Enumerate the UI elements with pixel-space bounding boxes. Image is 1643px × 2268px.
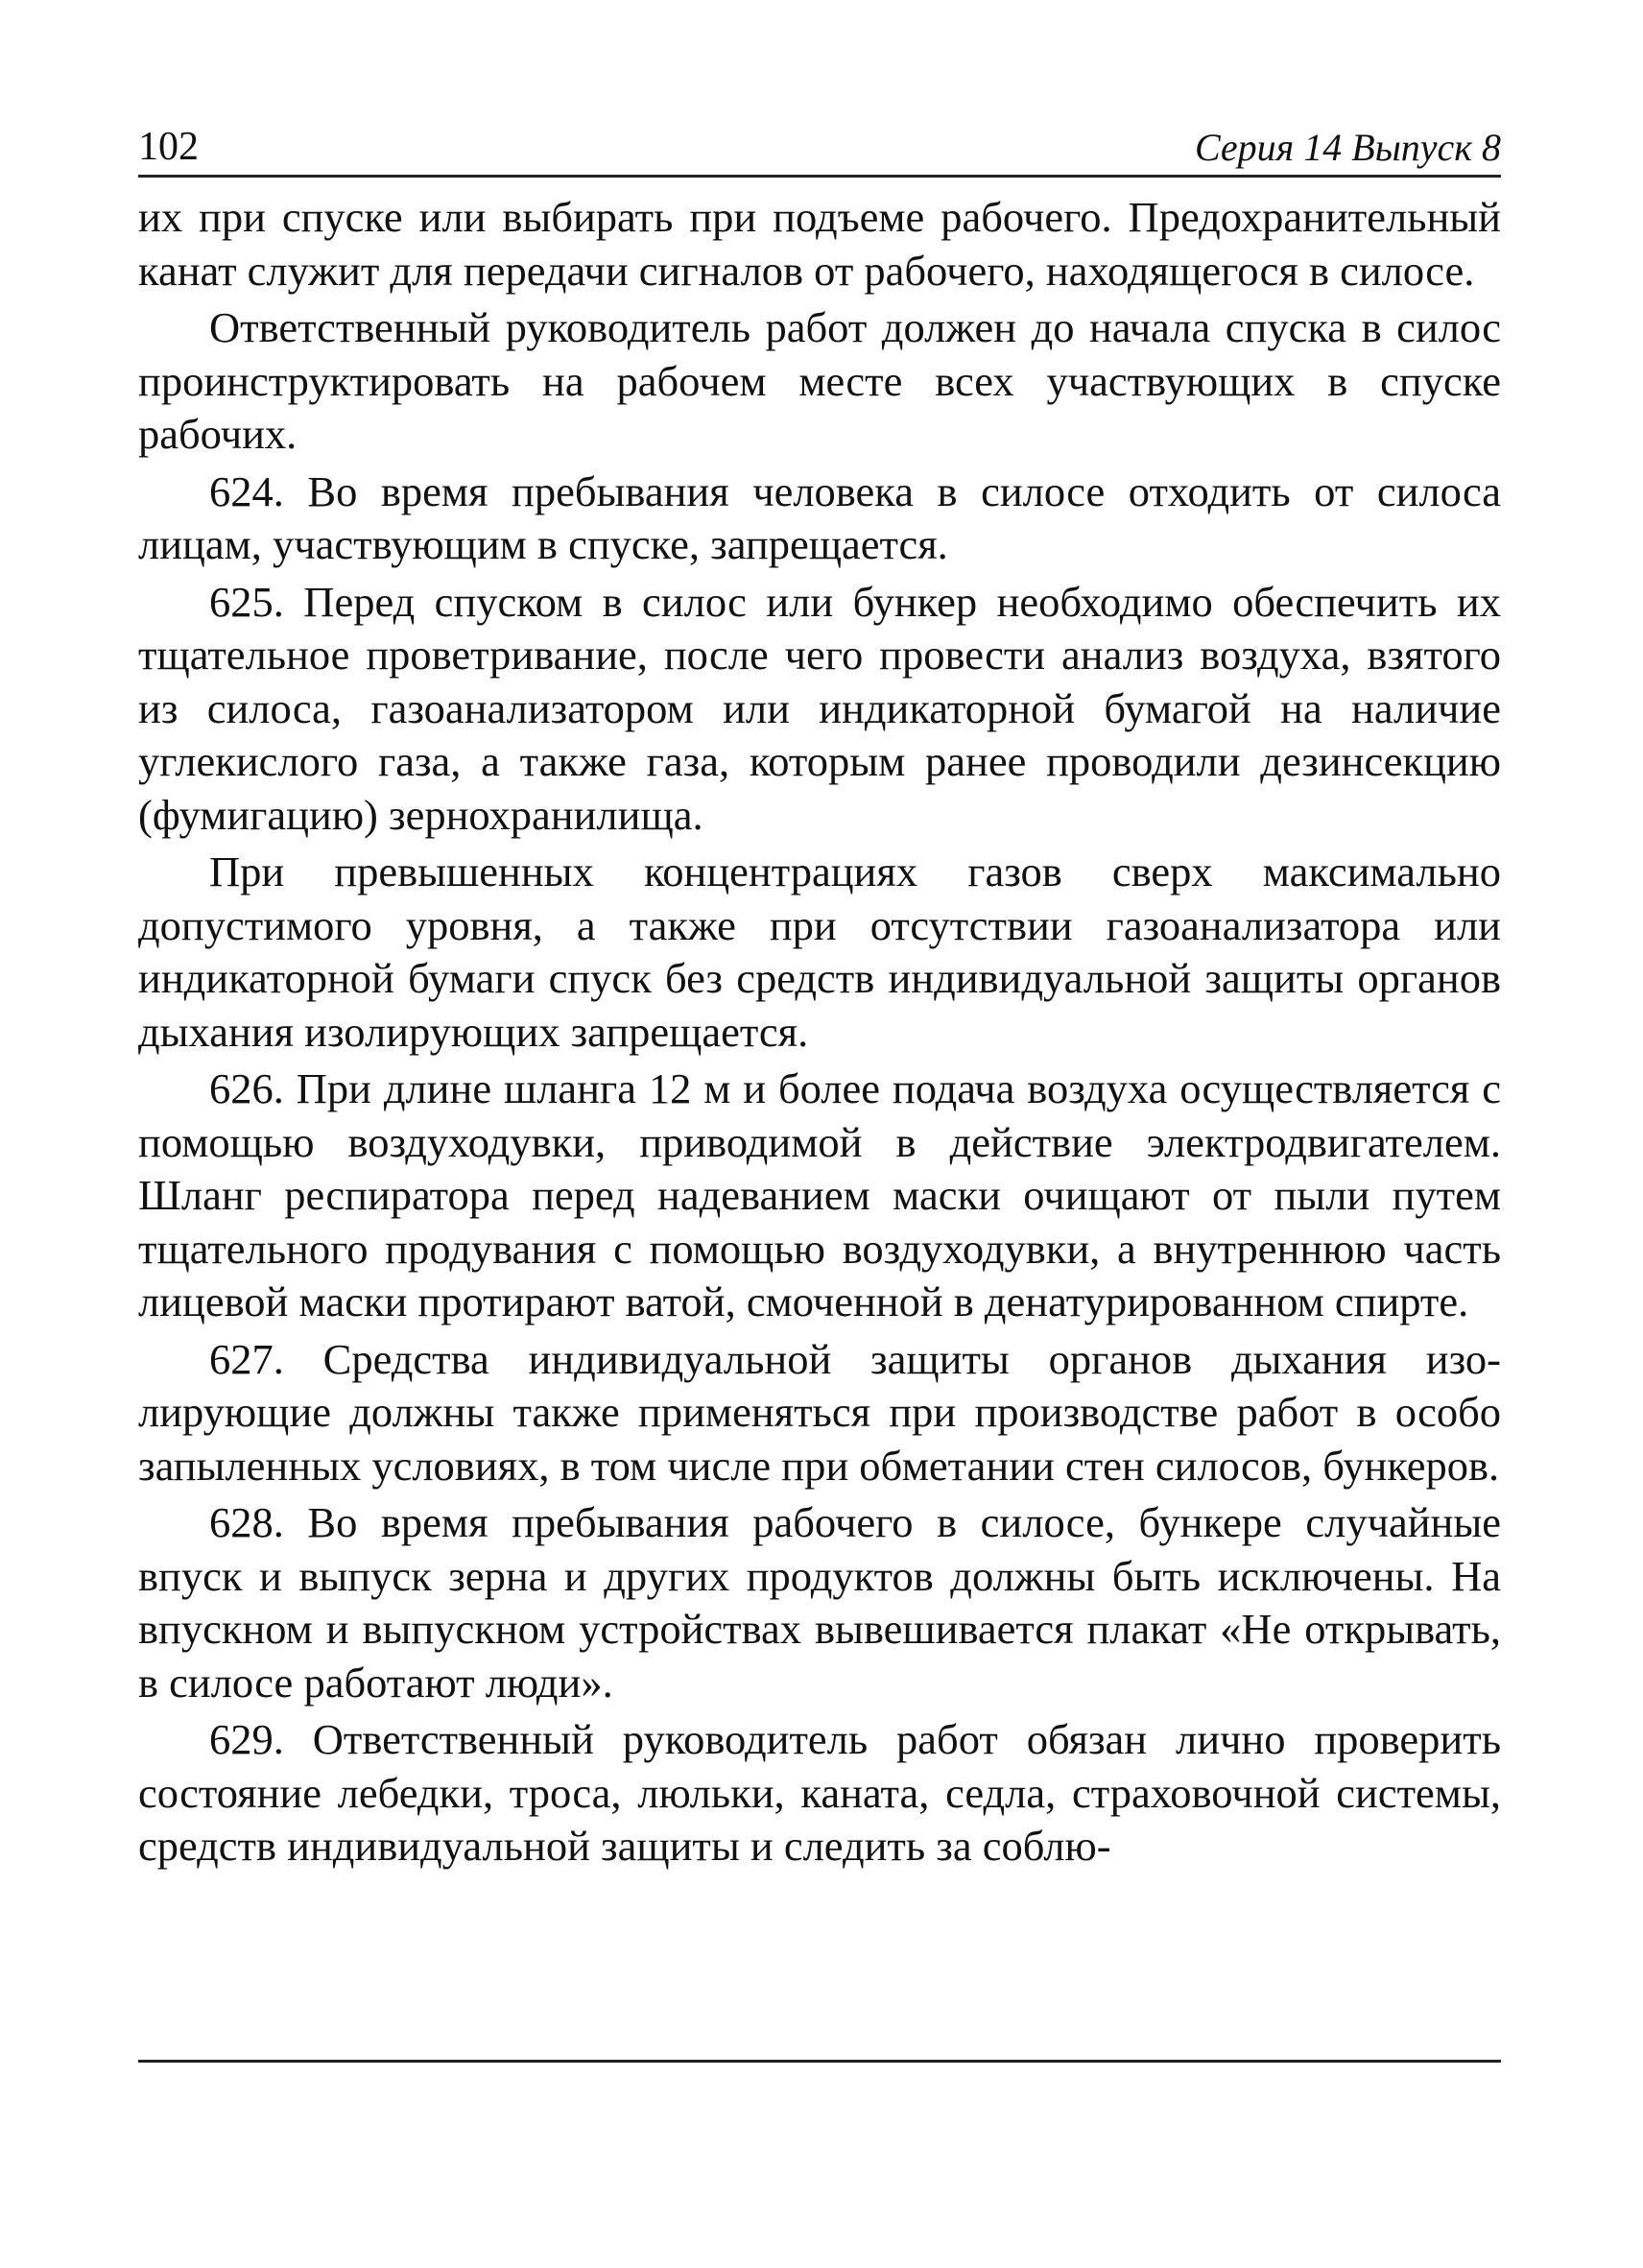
footer-rule xyxy=(138,2060,1501,2063)
page-number: 102 xyxy=(138,125,199,169)
paragraph-628: 628. Во время пребывания рабочего в силосе, бункере случайные впуск и выпуск зерна и других продуктов должны быть исключены. На впускном и выпускном устройствах вывешивается плакат «Не открывать, в силосе работают люди». xyxy=(138,1498,1501,1707)
paragraph: При превышенных концентрациях газов сверх максимально допустимого уровня, а также при отсутствии газоанализатора или индикаторной бумаги спуск без средств индивидуальной защиты органов дыхания изолирующих запрещается. xyxy=(138,848,1501,1056)
paragraph-629: 629. Ответственный руководитель работ обязан лично проверить состояние лебедки, троса, люльки, каната, седла, страховочной системы, средств индивидуальной защиты и следить за соблю- xyxy=(138,1715,1501,1870)
page-header xyxy=(138,115,1501,178)
document-page xyxy=(138,115,1501,1877)
paragraph-625: 625. Перед спуском в силос или бункер необходимо обеспечить их тщательное проветривание, после чего провести анализ воздуха, взятого из силоса, газоанализатором или индикаторной бумагой на наличие углекислого газа, а также газа, которым ранее проводили дезинсекцию (фумигацию) зернохранилища. xyxy=(138,577,1501,839)
running-title: Серия 14 Выпуск 8 xyxy=(1194,126,1501,169)
paragraph-624: 624. Во время пребывания человека в силосе отходить от силоса лицам, участвующим в спуске, запрещается. xyxy=(138,466,1501,568)
paragraph: Ответственный руководитель работ должен до начала спуска в силос проинструктировать на рабочем месте всех участвующих в спуске рабочих. xyxy=(138,303,1501,458)
paragraph-626: 626. При длине шланга 12 м и более подача воздуха осуществляется с помощью воздуходувки, приводимой в действие электродвигателем. Шланг респиратора перед надеванием маски очищают от пыли путем тщательного продувания с помощью воздуходувки, а внутреннюю часть лицевой маски протирают ватой, смоченной в денатурированном спирте. xyxy=(138,1064,1501,1325)
body-text xyxy=(138,191,1501,1874)
paragraph-627: 627. Средства индивидуальной защиты органов дыхания изолирующие должны также применяться при производстве работ в особо запыленных условиях, в том числе при обметании стен силосов, бункеров. xyxy=(138,1334,1501,1490)
paragraph-continuation: их при спуске или выбирать при подъеме рабочего. Предохранительный канат служит для передачи сигналов от рабочего, находящегося в силосе. xyxy=(138,193,1501,295)
